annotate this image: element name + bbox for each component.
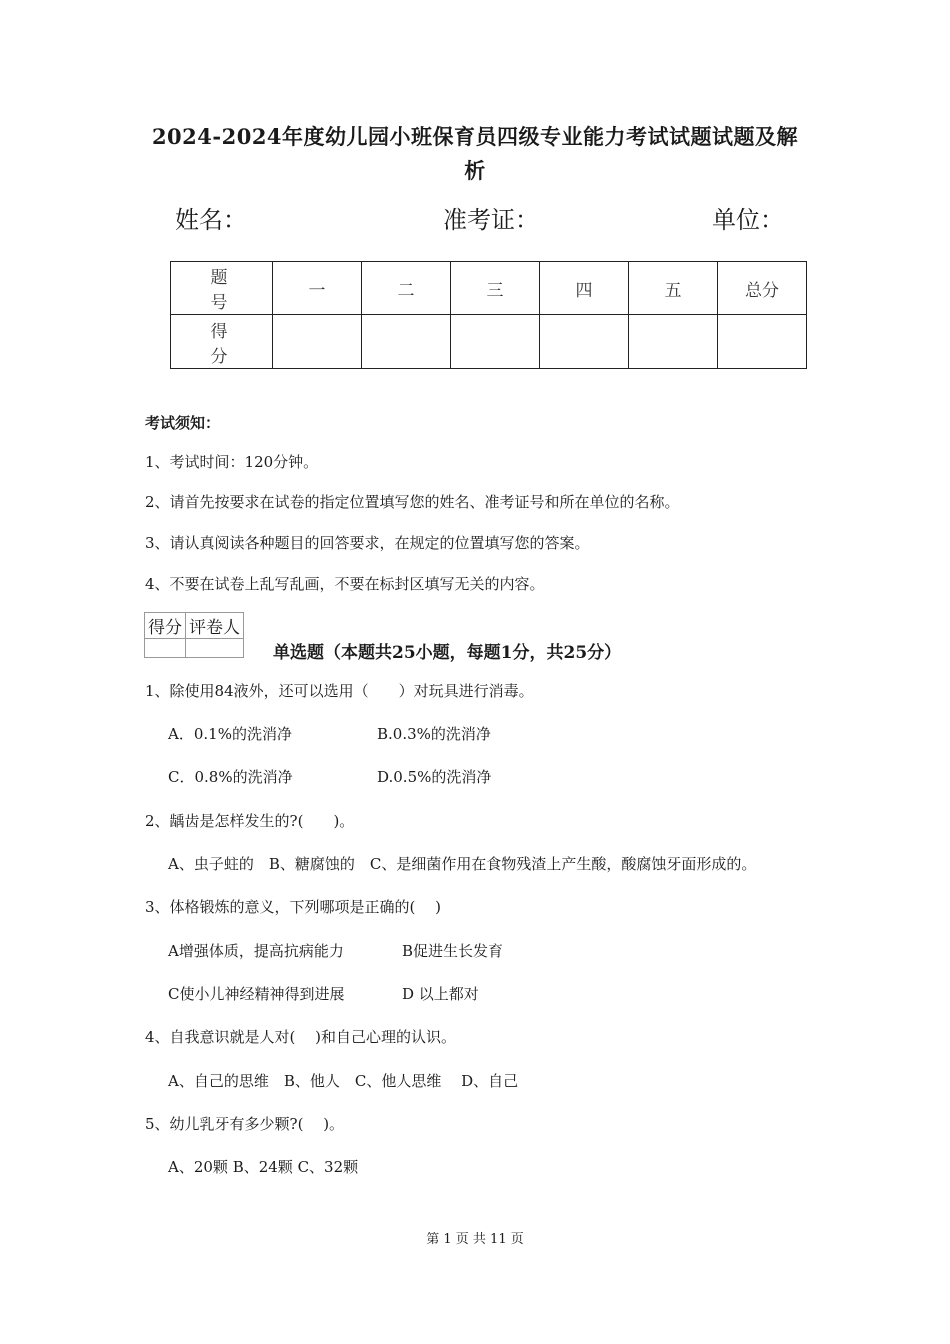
score-cell[interactable]	[362, 315, 451, 369]
title-line-2: 析	[464, 158, 486, 183]
question-option: C．0.8%的洗消净	[168, 768, 293, 786]
candidate-fields	[0, 200, 950, 240]
header-cell-4: 四	[540, 262, 629, 315]
document-title	[120, 120, 830, 188]
grader-name-cell[interactable]	[186, 639, 244, 658]
question-stem: 5、幼儿乳牙有多少颗?( )。	[145, 1115, 345, 1133]
exam-note-item: 4、不要在试卷上乱写乱画，不要在标封区填写无关的内容。	[145, 575, 545, 593]
question-option: D 以上都对	[402, 985, 479, 1003]
score-cell[interactable]	[451, 315, 540, 369]
header-cell-3: 三	[451, 262, 540, 315]
question-stem: 4、自我意识就是人对( )和自己心理的认识。	[145, 1028, 457, 1046]
question-options-line: A、自己的思维 B、他人 C、他人思维 D、自己	[168, 1072, 519, 1090]
exam-note-item: 2、请首先按要求在试卷的指定位置填写您的姓名、准考证号和所在单位的名称。	[145, 493, 680, 511]
header-cell-5: 五	[629, 262, 718, 315]
score-table	[170, 261, 807, 369]
score-cell[interactable]	[273, 315, 362, 369]
exam-number-field-label: 准考证：	[443, 206, 539, 234]
title-line-1: 2024-2024年度幼儿园小班保育员四级专业能力考试试题试题及解	[151, 124, 799, 149]
page-footer: 第 1 页 共 11 页	[426, 1232, 524, 1247]
exam-notes-heading: 考试须知：	[145, 414, 221, 432]
header-cell-1: 一	[273, 262, 362, 315]
question-options-line: A、20颗 B、24颗 C、32颗	[168, 1158, 359, 1176]
question-stem: 1、除使用84液外，还可以选用（ ）对玩具进行消毒。	[145, 682, 534, 700]
score-cell[interactable]	[540, 315, 629, 369]
grader-score-label: 得分	[145, 613, 186, 639]
header-cell-total: 总分	[718, 262, 807, 315]
grader-name-label: 评卷人	[186, 613, 244, 639]
question-option: B.0.3%的洗消净	[377, 725, 491, 743]
score-table-header-row	[171, 262, 807, 315]
header-cell-2: 二	[362, 262, 451, 315]
question-number-label: 题 号	[171, 262, 273, 315]
question-option: C使小儿神经精神得到进展	[168, 985, 345, 1003]
grader-score-cell[interactable]	[145, 639, 186, 658]
score-cell[interactable]	[629, 315, 718, 369]
question-option: A增强体质，提高抗病能力	[168, 942, 344, 960]
grader-box	[144, 612, 244, 658]
question-option: D.0.5%的洗消净	[377, 768, 492, 786]
exam-note-item: 3、请认真阅读各种题目的回答要求，在规定的位置填写您的答案。	[145, 534, 590, 552]
question-options-line: A、虫子蛀的 B、糖腐蚀的 C、是细菌作用在食物残渣上产生酸，酸腐蚀牙面形成的。	[168, 855, 757, 873]
question-option: A．0.1%的洗消净	[168, 725, 292, 743]
name-field-label: 姓名：	[175, 206, 247, 234]
question-stem: 2、龋齿是怎样发生的?( )。	[145, 812, 355, 830]
score-label: 得 分	[171, 315, 273, 369]
unit-field-label: 单位：	[712, 206, 784, 234]
exam-note-item: 1、考试时间：120分钟。	[145, 453, 319, 471]
score-cell-total[interactable]	[718, 315, 807, 369]
section-title: 单选题（本题共25小题，每题1分，共25分）	[273, 643, 622, 663]
question-option: B促进生长发育	[402, 942, 504, 960]
score-table-score-row	[171, 315, 807, 369]
question-stem: 3、体格锻炼的意义，下列哪项是正确的( )	[145, 898, 442, 916]
